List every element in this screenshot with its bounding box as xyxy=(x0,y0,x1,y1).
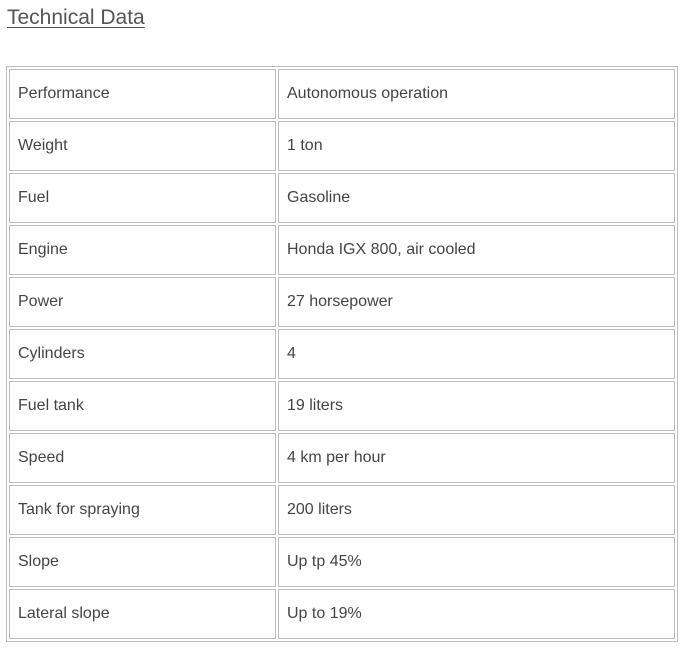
spec-label: Slope xyxy=(9,537,276,587)
spec-label: Weight xyxy=(9,121,276,171)
spec-value: Up to 19% xyxy=(278,589,675,639)
spec-label: Cylinders xyxy=(9,329,276,379)
spec-value: Gasoline xyxy=(278,173,675,223)
table-row xyxy=(9,121,675,171)
spec-label: Tank for spraying xyxy=(9,485,276,535)
table-row xyxy=(9,537,675,587)
spec-value: Honda IGX 800, air cooled xyxy=(278,225,675,275)
table-row xyxy=(9,433,675,483)
technical-data-table xyxy=(6,66,678,642)
spec-value: 27 horsepower xyxy=(278,277,675,327)
spec-label: Fuel xyxy=(9,173,276,223)
spec-value: Autonomous operation xyxy=(278,69,675,119)
table-row xyxy=(9,173,675,223)
spec-value: 200 liters xyxy=(278,485,675,535)
table-row xyxy=(9,329,675,379)
spec-value: 4 xyxy=(278,329,675,379)
spec-value: Up tp 45% xyxy=(278,537,675,587)
table-row xyxy=(9,69,675,119)
table-row xyxy=(9,277,675,327)
spec-label: Fuel tank xyxy=(9,381,276,431)
spec-label: Performance xyxy=(9,69,276,119)
spec-label: Power xyxy=(9,277,276,327)
spec-value: 4 km per hour xyxy=(278,433,675,483)
table-row xyxy=(9,589,675,639)
spec-value: 1 ton xyxy=(278,121,675,171)
table-row xyxy=(9,485,675,535)
spec-label: Lateral slope xyxy=(9,589,276,639)
page-title: Technical Data xyxy=(7,6,145,29)
table-row xyxy=(9,225,675,275)
spec-value: 19 liters xyxy=(278,381,675,431)
table-row xyxy=(9,381,675,431)
spec-label: Speed xyxy=(9,433,276,483)
spec-label: Engine xyxy=(9,225,276,275)
